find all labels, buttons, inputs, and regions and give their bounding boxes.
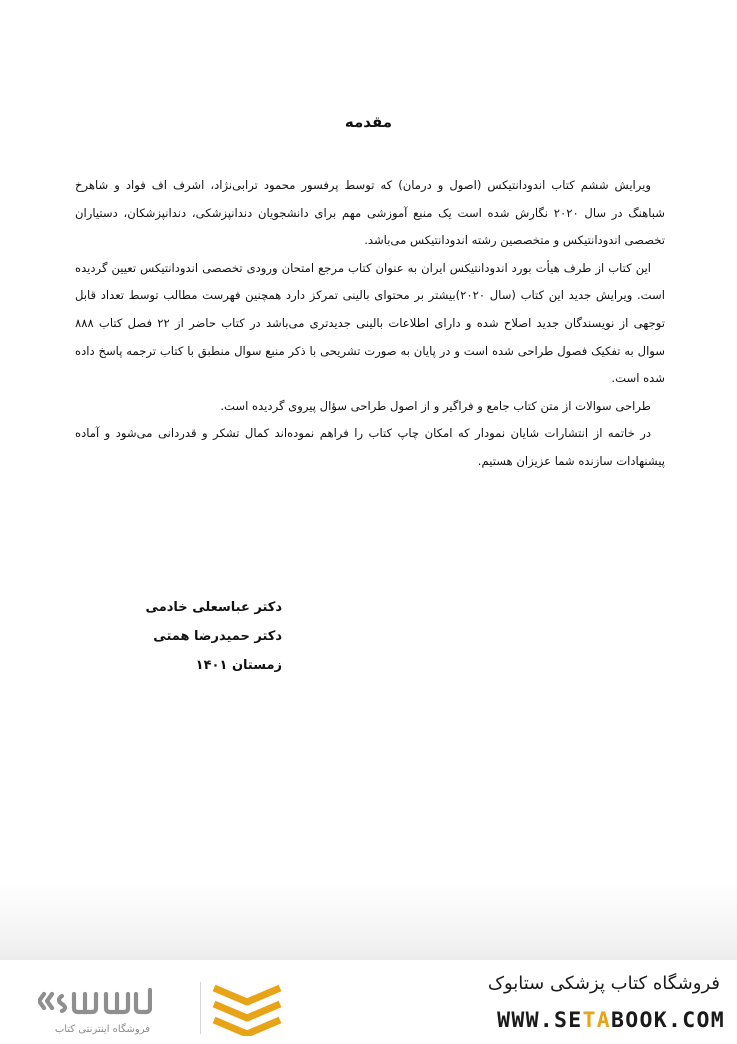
signature-date: زمستان ۱۴۰۱ <box>195 658 282 673</box>
paragraph-board: این کتاب از طرف هیأت بورد اندودانتیکس ایران به عنوان کتاب مرجع امتحان ورودی تخصصی اندودانتیکس تعیین گردیده است. ویرایش جدید این کتاب (سال ۲۰۲۰)بیشتر بر محتوای بالینی تمرکز دارد همچنین فهرست مطالب توسط تعداد قابل توجهی از نویسندگان جدید اصلاح شده و دارای اطلاعات بالینی جدیدتری می‌باشد در کتاب حاضر از ۲۲ فصل کتاب ۸۸۸ سوال به تفکیک فصول طراحی شده است و در پایان به صورت تشریحی با ذکر منبع سوال منطبق با کتاب ترجمه پاسخ داده شده است. <box>75 260 665 386</box>
paragraph-intro: ویرایش ششم کتاب اندودانتیکس (اصول و درمان) که توسط پرفسور محمود ترابی‌نژاد، اشرف اف فواد و شاهرخ شباهنگ در سال ۲۰۲۰ نگارش شده است یک منبع آموزشی مهم برای دانشجویان دندانپزشکی، دندانپزشکان، دستیاران تخصصی اندودانتیکس و متخصصین رشته اندودانتیکس می‌باشد. <box>75 178 665 248</box>
body-text <box>75 172 665 476</box>
logo-divider <box>200 982 201 1034</box>
signature-author-1: دکتر عباسعلی خادمی <box>145 600 282 615</box>
signature-block <box>100 593 282 680</box>
logo-tagline: فروشگاه اینترنتی کتاب <box>54 1024 150 1035</box>
store-name: فروشگاه کتاب پزشکی ستابوک <box>487 973 720 994</box>
store-url-link[interactable] <box>375 1008 725 1033</box>
page-title: مقدمه <box>344 113 393 131</box>
gold-chevron-logo-icon <box>210 980 284 1036</box>
setabook-wordmark-icon <box>38 980 152 1024</box>
paragraph-questions: طراحی سوالات از متن کتاب جامع و فراگیر و از اصول طراحی سؤال پیروی گردیده است. <box>220 398 651 413</box>
paragraph-thanks: در خاتمه از انتشارات شایان نمودار که امکان چاپ کتاب را فراهم نموده‌اند کمال تشکر و قدردانی می‌شود و آماده پیشنهادات سازنده شما عزیزان هستیم. <box>75 426 665 468</box>
url-part-accent: TA <box>582 1008 612 1033</box>
url-part-prefix: WWW.SE <box>497 1008 583 1033</box>
signature-author-2: دکتر حمیدرضا همتی <box>153 629 282 644</box>
setabook-logo[interactable] <box>30 980 155 1040</box>
url-part-suffix: BOOK.COM <box>611 1008 725 1033</box>
